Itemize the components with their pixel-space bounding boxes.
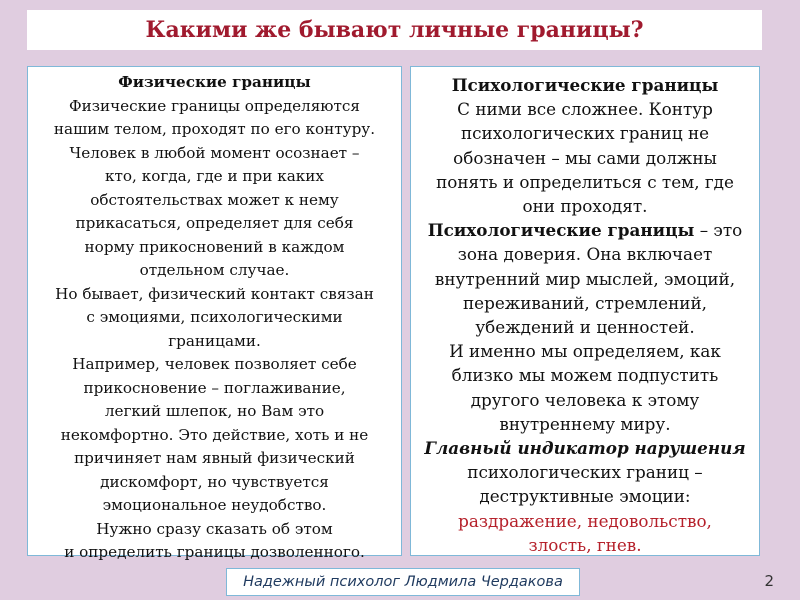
text-line: внутреннему миру. — [499, 413, 671, 434]
text-line: с эмоциями, психологическими — [86, 308, 343, 326]
text-line: Но бывает, физический контакт связан — [55, 284, 374, 303]
text-line: И именно мы определяем, как — [449, 341, 721, 362]
text-line: близко мы можем подпустить — [451, 365, 719, 386]
text-line: норму прикосновений в каждом — [84, 237, 345, 256]
title-bar — [27, 10, 762, 50]
text-line: причиняет нам явный физический — [74, 449, 355, 467]
text-line: некомфортно. Это действие, хоть и не — [60, 425, 369, 444]
text-line: и определить границы дозволенного. — [64, 543, 365, 561]
text-line: Например, человек позволяет себе — [72, 355, 357, 373]
emotion-line: злость, гнев. — [528, 534, 642, 555]
text-line: дискомфорт, но чувствуется — [100, 472, 329, 491]
text-line: Физические границы определяются — [68, 96, 361, 115]
text-line: отдельном случае. — [139, 261, 290, 279]
physical-text — [34, 95, 395, 565]
author-footer — [226, 568, 580, 596]
emotions-text — [417, 509, 753, 557]
text-line: Нужно сразу сказать об этом — [96, 519, 333, 538]
author-name: Надежный психолог Людмила Чердакова — [243, 574, 563, 590]
text-line: психологических границ не — [460, 123, 710, 144]
text-line: легкий шлепок, но Вам это — [104, 402, 325, 420]
physical-heading: Физические границы — [118, 73, 311, 91]
text-line: С ними все сложнее. Контур — [457, 99, 713, 120]
text-line: кто, когда, где и при каких — [105, 167, 324, 185]
text-line: границами. — [168, 331, 261, 350]
definition-rest: – это — [694, 220, 743, 241]
text-line: внутренний мир мыслей, эмоций, — [434, 268, 736, 289]
text-line: убеждений и ценностей. — [475, 317, 695, 338]
text-line: понять и определиться с тем, где — [436, 171, 734, 192]
text-line: прикосновение – поглаживание, — [83, 378, 346, 397]
text-line: обстоятельствах может к нему — [90, 190, 339, 209]
text-line: они проходят. — [522, 196, 648, 217]
text-line: Человек в любой момент осознает – — [69, 143, 360, 162]
text-line: деструктивные эмоции: — [479, 486, 691, 507]
psychological-boundaries-panel — [410, 66, 760, 556]
text-line: психологических границ – — [467, 462, 703, 483]
emotion-line: раздражение, недовольство, — [458, 510, 712, 531]
indicator-text — [417, 460, 753, 508]
text-line: обозначен – мы сами должны — [453, 147, 717, 168]
definition-bold: Психологические границы — [427, 220, 695, 241]
text-line: другого человека к этому — [470, 389, 700, 410]
physical-boundaries-panel — [27, 66, 402, 561]
definition-text — [417, 242, 753, 436]
text-line: эмоциональное неудобство. — [102, 496, 327, 514]
slide-title: Какими же бывают личные границы? — [145, 17, 644, 43]
psychological-intro — [417, 97, 753, 218]
text-line: зона доверия. Она включает — [457, 244, 713, 265]
definition-line — [417, 218, 753, 242]
text-line: прикасаться, определяет для себя — [75, 214, 354, 232]
page-number: 2 — [764, 572, 774, 590]
text-line: нашим телом, проходят по его контуру. — [53, 120, 376, 138]
text-line: переживаний, стремлений, — [463, 292, 707, 313]
psychological-heading: Психологические границы — [451, 75, 719, 95]
indicator-heading: Главный индикатор нарушения — [424, 438, 746, 459]
